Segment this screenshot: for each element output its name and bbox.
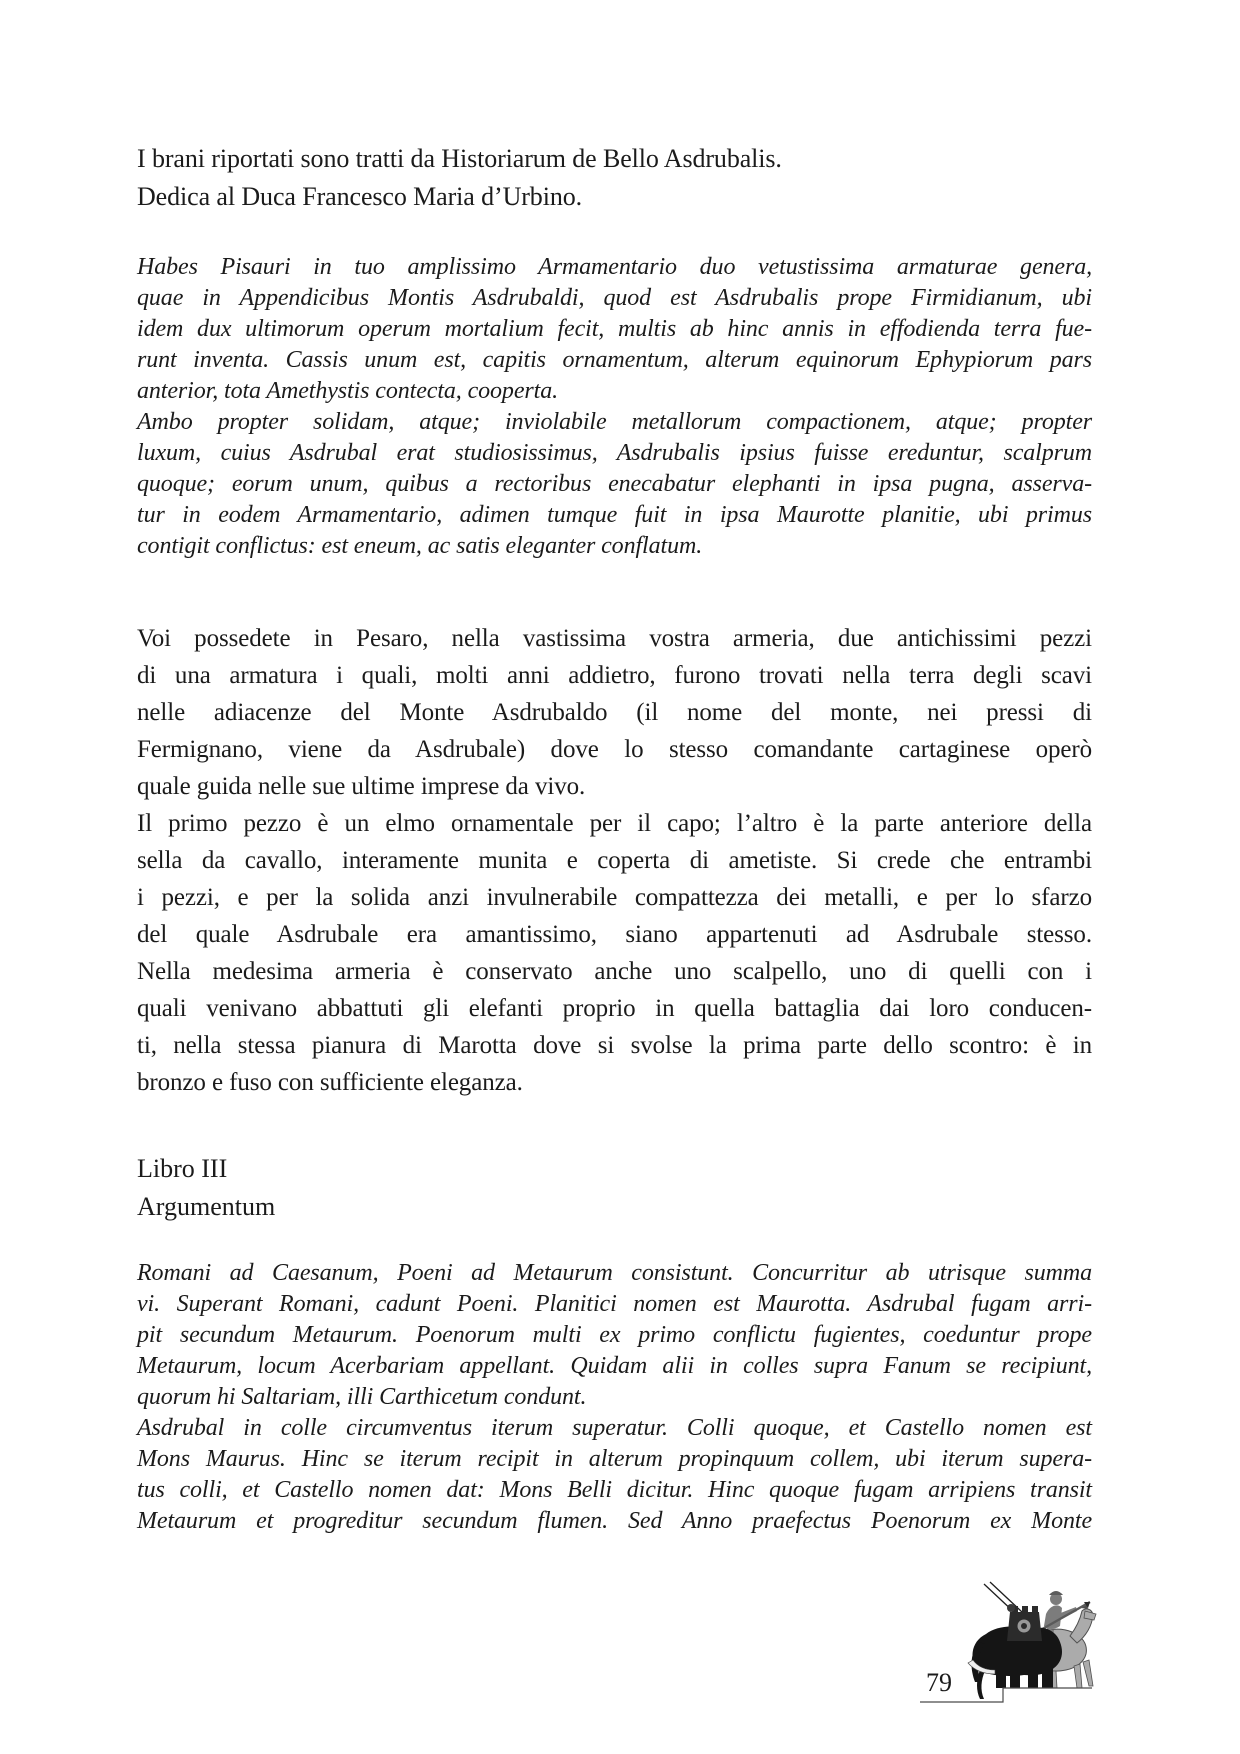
book-title: Libro III: [137, 1154, 228, 1183]
argumentum-line: Mons Maurus. Hinc se iterum recipit in alterum propinquum collem, ubi iterum supera-: [137, 1446, 1092, 1472]
latin-dedication-line: runt inventa. Cassis unum est, capitis ornamentum, alterum equinorum Ephypiorum pars: [137, 347, 1092, 373]
intro-line: I brani riportati sono tratti da Historiarum de Bello Asdrubalis.: [137, 144, 782, 173]
section-heading: [137, 1150, 1092, 1226]
latin-dedication-line: contigit conflictus: est eneum, ac satis eleganter conflatum.: [137, 533, 703, 559]
italian-translation-line: di una armatura i quali, molti anni addietro, furono trovati nella terra degli scavi: [137, 662, 1092, 689]
latin-dedication-line: Ambo propter solidam, atque; inviolabile metallorum compactionem, atque; propter: [137, 409, 1092, 435]
latin-dedication-line: tur in eodem Armamentario, adimen tumque fuit in ipsa Maurotte planitie, ubi primus: [137, 502, 1092, 528]
mahout-icon: [1007, 1604, 1015, 1612]
argumentum-line: tus colli, et Castello nomen dat: Mons Belli dicitur. Hinc quoque fugam arripiens transit: [137, 1477, 1092, 1503]
latin-dedication-line: luxum, cuius Asdrubal erat studiosissimus, Asdrubalis ipsius fuisse ereduntur, scalprum: [137, 440, 1092, 466]
italian-translation-line: Fermignano, viene da Asdrubale) dove lo stesso comandante cartaginese operò: [137, 736, 1092, 763]
italian-translation-paragraph: [137, 620, 1092, 1101]
italian-translation-line: bronzo e fuso con sufficiente eleganza.: [137, 1069, 523, 1096]
argumentum-title: Argumentum: [137, 1192, 276, 1221]
italian-translation-line: Voi possedete in Pesaro, nella vastissima vostra armeria, due antichissimi pezzi: [137, 625, 1092, 652]
latin-dedication-line: Habes Pisauri in tuo amplissimo Armamentario duo vetustissima armaturae genera,: [137, 254, 1092, 280]
italian-translation-line: quale guida nelle sue ultime imprese da vivo.: [137, 773, 586, 800]
argumentum-line: Romani ad Caesanum, Poeni ad Metaurum consistunt. Concurritur ab utrisque summa: [137, 1260, 1092, 1286]
italian-translation-line: Nella medesima armeria è conservato anche uno scalpello, uno di quelli con i: [137, 958, 1092, 985]
latin-dedication-line: anterior, tota Amethystis contecta, cooperta.: [137, 378, 558, 404]
argumentum-line: vi. Superant Romani, cadunt Poeni. Planitici nomen est Maurotta. Asdrubal fugam arri-: [137, 1291, 1092, 1317]
argumentum-line: Asdrubal in colle circumventus iterum superatur. Colli quoque, et Castello nomen est: [137, 1415, 1092, 1441]
italian-translation-line: nelle adiacenze del Monte Asdrubaldo (il nome del monte, nei pressi di: [137, 699, 1092, 726]
howdah-icon: [1007, 1604, 1042, 1641]
argumentum-line: Metaurum et progreditur secundum flumen. Sed Anno praefectus Poenorum ex Monte: [137, 1508, 1092, 1534]
italian-translation-line: sella da cavallo, interamente munita e coperta di ametiste. Si crede che entrambi: [137, 847, 1092, 874]
argumentum-line: pit secundum Metaurum. Poenorum multi ex primo conflictu fugientes, coeduntur prope: [137, 1322, 1092, 1348]
argumentum-line: Metaurum, locum Acerbariam appellant. Quidam alii in colles supra Fanum se recipiunt,: [137, 1353, 1092, 1379]
latin-dedication-line: quoque; eorum unum, quibus a rectoribus enecabatur elephanti in ipsa pugna, asserva-: [137, 471, 1092, 497]
latin-dedication-paragraph: [137, 252, 1092, 562]
italian-translation-line: quali venivano abbattuti gli elefanti proprio in quella battaglia dai loro conducen-: [137, 995, 1092, 1022]
italian-translation-line: Il primo pezzo è un elmo ornamentale per il capo; l’altro è la parte anteriore della: [137, 810, 1092, 837]
argumentum-line: quorum hi Saltariam, illi Carthicetum condunt.: [137, 1384, 587, 1410]
intro-line: Dedica al Duca Francesco Maria d’Urbino.: [137, 182, 583, 211]
intro-paragraph: [137, 140, 1092, 216]
italian-translation-line: del quale Asdrubale era amantissimo, siano appartenuti ad Asdrubale stesso.: [137, 921, 1092, 948]
latin-dedication-line: idem dux ultimorum operum mortalium fecit, multis ab hinc annis in effodienda terra fue-: [137, 316, 1092, 342]
latin-dedication-line: quae in Appendicibus Montis Asdrubaldi, quod est Asdrubalis prope Firmidianum, ubi: [137, 285, 1092, 311]
italian-translation-line: i pezzi, e per la solida anzi invulnerabile compattezza dei metalli, e per lo sfarzo: [137, 884, 1092, 911]
italian-translation-line: ti, nella stessa pianura di Marotta dove si svolse la prima parte dello scontro: è in: [137, 1032, 1092, 1059]
argumentum-paragraph: [137, 1258, 1092, 1537]
page-number: 79: [926, 1668, 952, 1697]
